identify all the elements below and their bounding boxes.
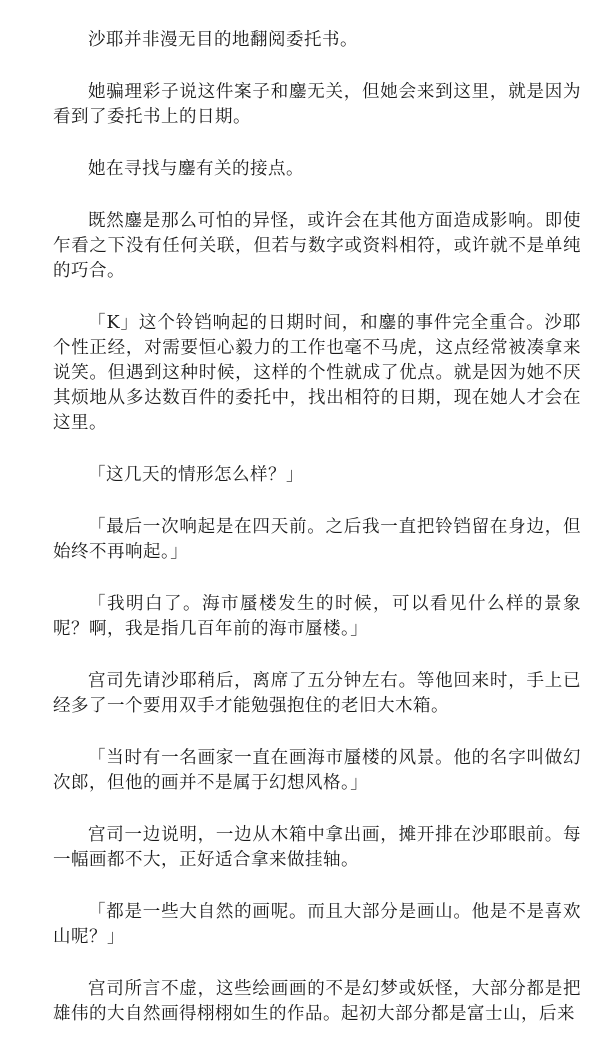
- paragraph: 宫司所言不虚，这些绘画画的不是幻梦或妖怪，大部分都是把雄伟的大自然画得栩栩如生的作品。起初大部分都是富士山，后来: [53, 979, 581, 1024]
- dialogue-paragraph: 「我明白了。海市蜃楼发生的时候，可以看见什么样的景象呢？啊，我是指几百年前的海市蜃楼。」: [53, 594, 581, 639]
- paragraph: 她在寻找与鏖有关的接点。: [88, 159, 304, 179]
- dialogue-paragraph: 「都是一些大自然的画呢。而且大部分是画山。他是不是喜欢山呢？」: [53, 902, 581, 947]
- paragraph: 她骗理彩子说这件案子和鏖无关，但她会来到这里，就是因为看到了委托书上的日期。: [53, 82, 581, 127]
- paragraph: 宫司一边说明，一边从木箱中拿出画，摊开排在沙耶眼前。每一幅画都不大，正好适合拿来做挂轴。: [53, 825, 581, 870]
- paragraph: 沙耶并非漫无目的地翻阅委托书。: [88, 30, 358, 50]
- paragraph: 既然鏖是那么可怕的异怪，或许会在其他方面造成影响。即使乍看之下没有任何关联，但若与数字或资料相符，或许就不是单纯的巧合。: [53, 211, 581, 281]
- dialogue-paragraph: 「这几天的情形怎么样？」: [88, 465, 304, 485]
- body-text: [53, 28, 581, 1054]
- dialogue-paragraph: 「最后一次响起是在四天前。之后我一直把铃铛留在身边，但始终不再响起。」: [53, 517, 581, 562]
- dialogue-paragraph: 「当时有一名画家一直在画海市蜃楼的风景。他的名字叫做幻次郎，但他的画并不是属于幻想风格。」: [53, 748, 581, 793]
- paragraph: 宫司先请沙耶稍后，离席了五分钟左右。等他回来时，手上已经多了一个要用双手才能勉强抱住的老旧大木箱。: [53, 671, 581, 716]
- paragraph: 「K」这个铃铛响起的日期时间，和鏖的事件完全重合。沙耶个性正经，对需要恒心毅力的工作也毫不马虎，这点经常被凑拿来说笑。但遇到这种时候，这样的个性就成了优点。就是因为她不厌其烦地从多达数百件的委托中，找出相符的日期，现在她人才会在这里。: [53, 313, 581, 433]
